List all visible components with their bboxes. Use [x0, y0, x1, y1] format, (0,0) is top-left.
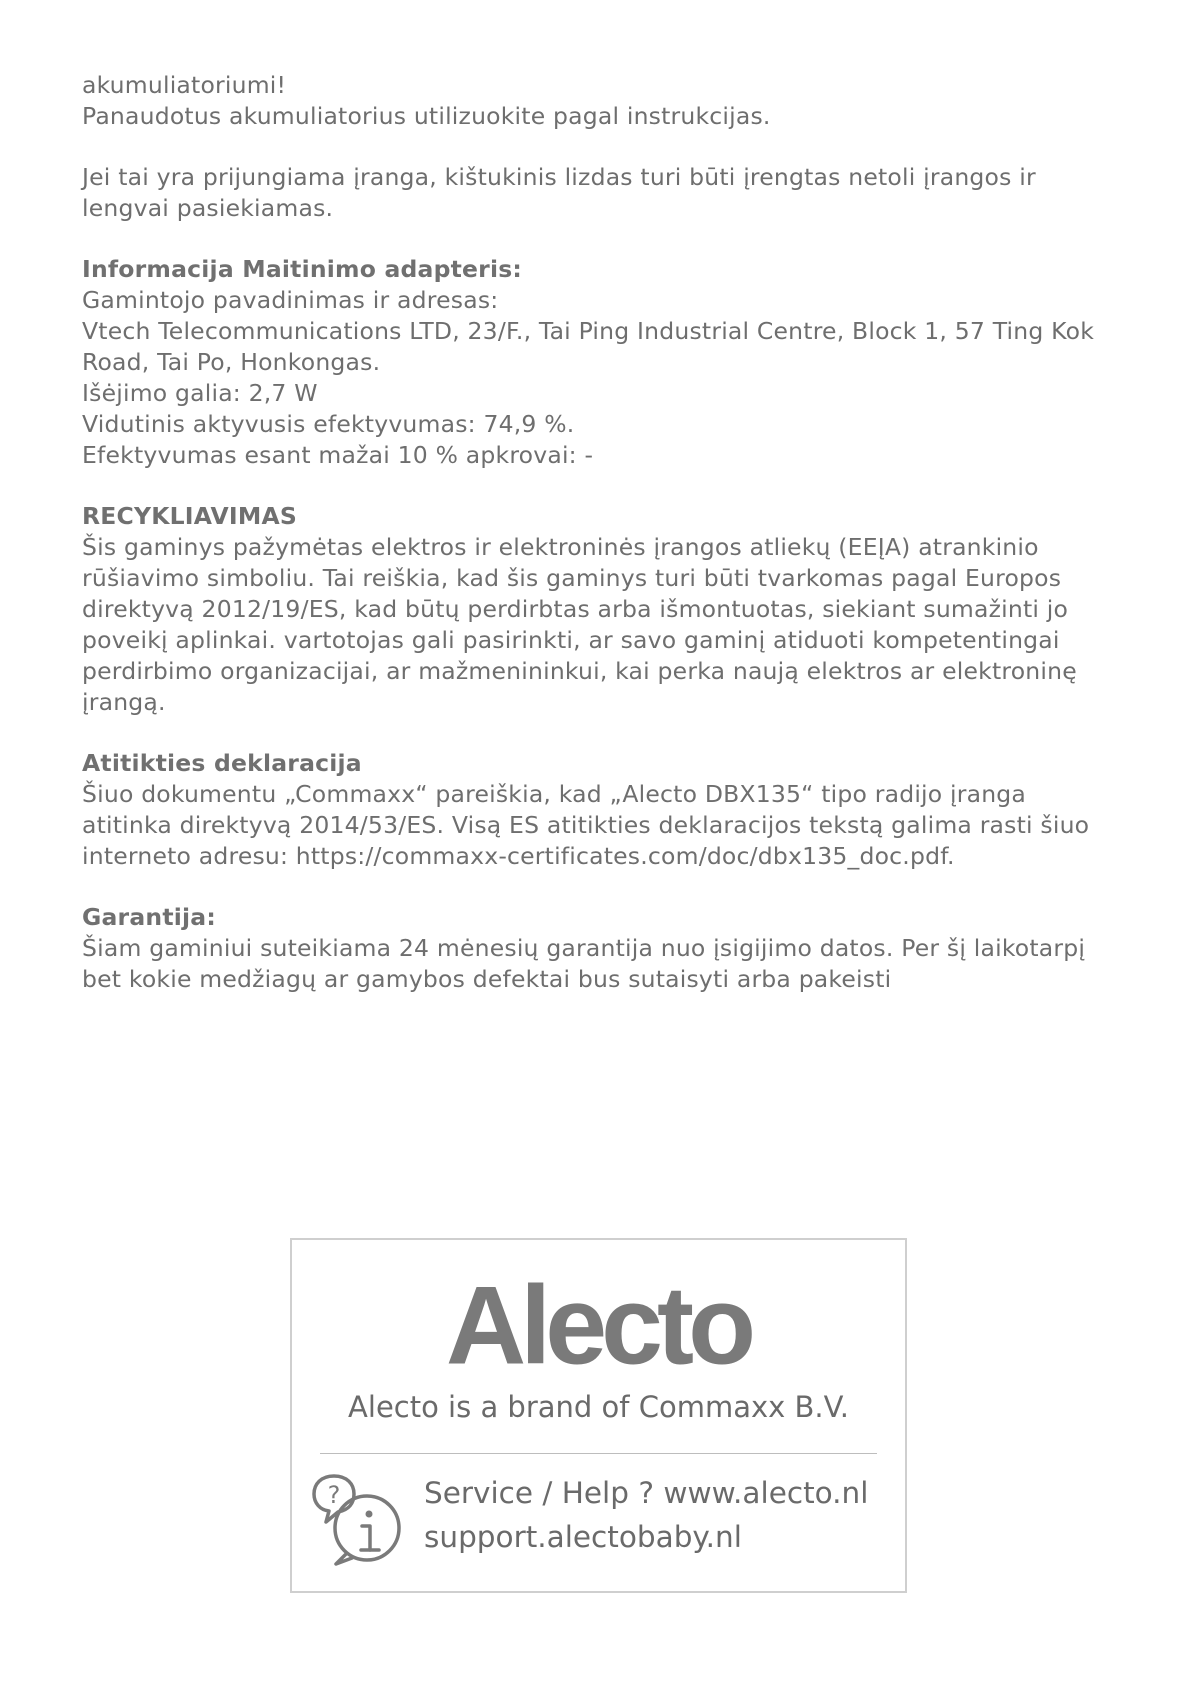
- recycling-body: Šis gaminys pažymėtas elektros ir elektroninės įrangos atliekų (EEĮA) atrankinio rūšiavimo simboliu. Tai reiškia, kad šis gaminys turi būti tvarkomas pagal Europos direktyvą 2012/19/ES, kad būtų perdirbtas arba išmontuotas, siekiant sumažinti jo poveikį aplinkai. vartotojas gali pasirinkti, ar savo gaminį atiduoti kompetentingai perdirbimo organizacijai, ar mažmenininkui, kai perka naują elektros ar elektroninę įrangą.: [82, 533, 1077, 716]
- intro-section: [82, 70, 1122, 132]
- intro-line-1: akumuliatoriumi!: [82, 71, 287, 99]
- recycling-heading: RECYKLIAVIMAS: [82, 502, 297, 530]
- declaration-section: [82, 748, 1122, 872]
- brand-box: [290, 1238, 907, 1593]
- question-mark-glyph: ?: [327, 1481, 341, 1509]
- low-load-efficiency: Efektyvumas esant mažai 10 % apkrovai: -: [82, 441, 594, 469]
- manufacturer-label: Gamintojo pavadinimas ir adresas:: [82, 286, 499, 314]
- support-link[interactable]: support.alectobaby.nl: [424, 1520, 742, 1554]
- document-body: [82, 70, 1122, 995]
- divider: [320, 1453, 877, 1454]
- service-help-link[interactable]: Service / Help ? www.alecto.nl: [424, 1476, 869, 1510]
- warranty-heading: Garantija:: [82, 903, 216, 931]
- declaration-body: Šiuo dokumentu „Commaxx“ pareiškia, kad „Alecto DBX135“ tipo radijo įranga atitinka direktyvą 2014/53/ES. Visą ES atitikties deklaracijos tekstą galima rasti šiuo interneto adresu: https://commaxx-certificates.com/doc/dbx135_doc.pdf.: [82, 780, 1090, 870]
- alecto-logo: [292, 1266, 905, 1376]
- socket-section: [82, 162, 1122, 224]
- output-power: Išėjimo galia: 2,7 W: [82, 379, 318, 407]
- brand-tagline: Alecto is a brand of Commaxx B.V.: [348, 1390, 849, 1424]
- recycling-section: [82, 501, 1122, 718]
- warranty-body: Šiam gaminiui suteikiama 24 mėnesių garantija nuo įsigijimo datos. Per šį laikotarpį bet kokie medžiagų ar gamybos defektai bus sutaisyti arba pakeisti: [82, 934, 1086, 993]
- warranty-section: [82, 902, 1122, 995]
- alecto-logo-text: Alecto: [445, 1266, 751, 1376]
- declaration-heading: Atitikties deklaracija: [82, 749, 362, 777]
- help-info-icon: [312, 1470, 408, 1566]
- average-efficiency: Vidutinis aktyvusis efektyvumas: 74,9 %.: [82, 410, 575, 438]
- intro-line-2: Panaudotus akumuliatorius utilizuokite pagal instrukcijas.: [82, 102, 771, 130]
- socket-note: Jei tai yra prijungiama įranga, kištukinis lizdas turi būti įrengtas netoli įrangos ir lengvai pasiekiamas.: [82, 163, 1036, 222]
- manufacturer-address: Vtech Telecommunications LTD, 23/F., Tai Ping Industrial Centre, Block 1, 57 Ting Kok Road, Tai Po, Honkongas.: [82, 317, 1094, 376]
- adapter-section: [82, 254, 1122, 471]
- adapter-heading: Informacija Maitinimo adapteris:: [82, 255, 523, 283]
